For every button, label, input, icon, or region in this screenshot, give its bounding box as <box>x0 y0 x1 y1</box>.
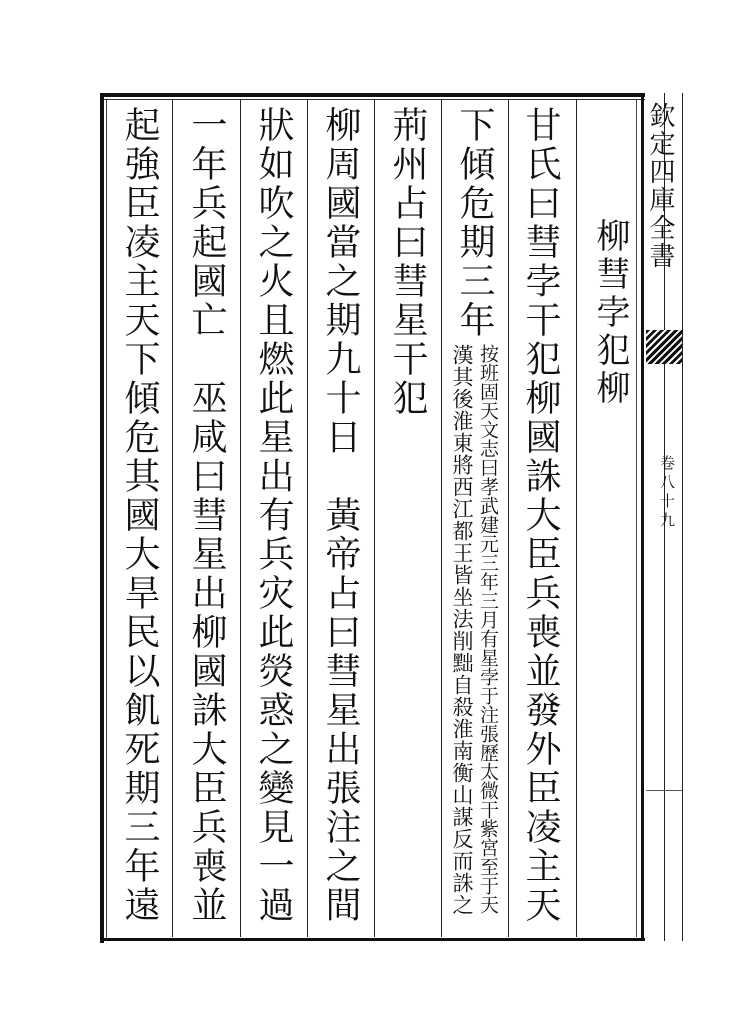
text-column-6: 一年兵起國亡 巫咸曰彗星出柳國誅大臣兵喪並 <box>186 106 227 925</box>
frame-bottom-border <box>100 938 645 941</box>
annotation-column-2: 漢其後淮東將西江都王皆坐法削黜自殺淮南衡山謀反而誅之 <box>450 344 474 916</box>
library-title: 欽定四庫全書 <box>645 102 675 270</box>
column-divider <box>508 99 509 937</box>
column-divider <box>172 99 173 937</box>
frame-left-border <box>100 93 104 943</box>
column-divider <box>441 99 442 937</box>
frame-left-inner-border <box>106 99 107 939</box>
text-column-1: 甘氏曰彗孛干犯柳國誅大臣兵喪並發外臣凌主天 <box>520 106 561 925</box>
section-title: 柳彗孛犯柳 <box>590 218 630 408</box>
fore-edge-mark <box>646 790 682 791</box>
text-column-2: 下傾危期三年 <box>454 106 495 340</box>
column-divider <box>240 99 241 937</box>
column-divider <box>374 99 375 937</box>
frame-top-inner-border <box>100 99 645 100</box>
annotation-column-1: 按班固天文志曰孝武建元三年三月有星孛于注張歷太微干紫宮至于天 <box>477 344 499 914</box>
column-divider <box>576 99 577 937</box>
text-column-5: 狀如吹之火且燃此星出有兵灾此熒惑之變見一過 <box>253 106 294 925</box>
text-column-3: 荊州占曰彗星干犯 <box>387 106 428 418</box>
text-column-7: 起強臣凌主天下傾危其國大旱民以飢死期三年遠 <box>119 106 160 925</box>
fish-tail-mark <box>646 330 682 364</box>
column-divider <box>307 99 308 937</box>
frame-top-border <box>100 93 645 97</box>
volume-label: 卷八十九 <box>658 455 676 531</box>
text-column-4: 柳周國當之期九十日 黃帝占曰彗星出張注之間 <box>320 106 361 925</box>
frame-right-inner-border <box>636 99 637 937</box>
fore-edge-line <box>682 93 683 941</box>
